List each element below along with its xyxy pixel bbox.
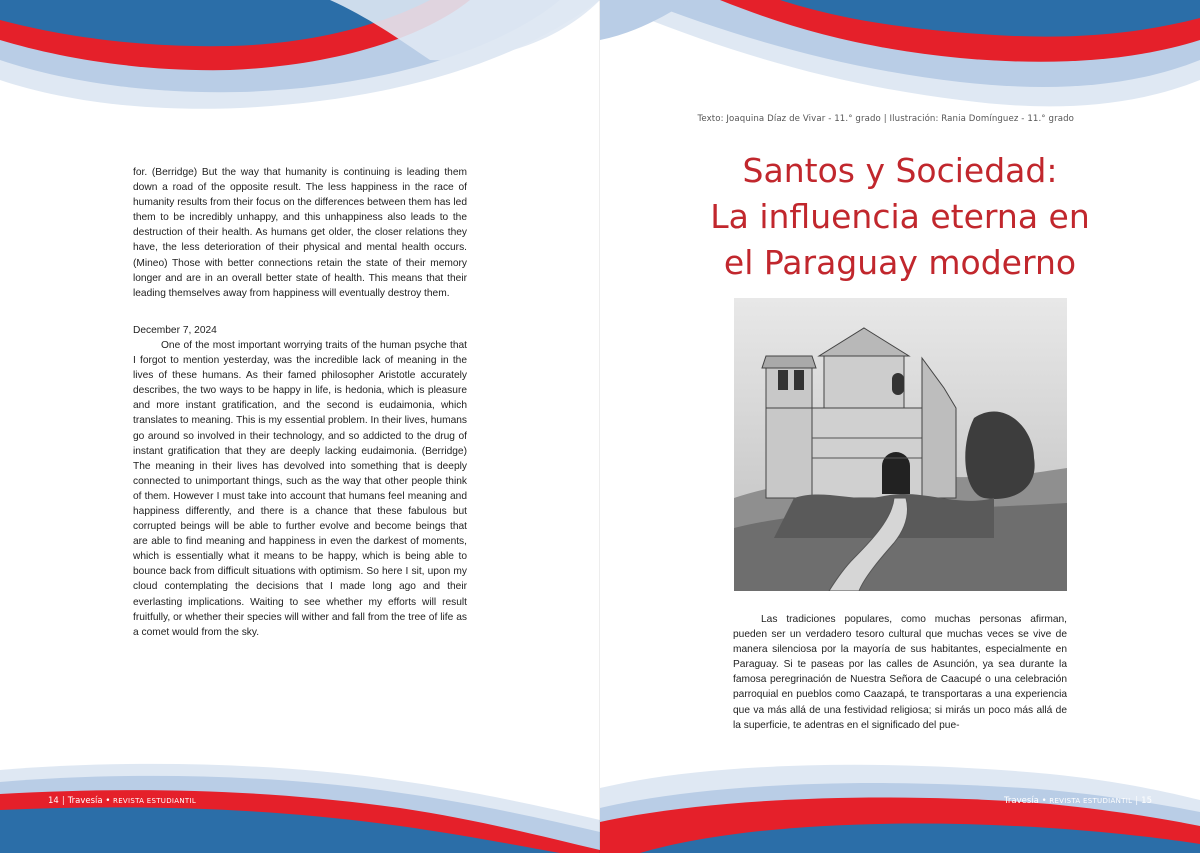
page-gutter [599,0,600,853]
diary-entry-date: December 7, 2024 [133,324,217,336]
magazine-name-right: Travesía [1003,796,1039,806]
footer-bullet-left: • [105,796,111,806]
right-footer: Travesía • REVISTA ESTUDIANTIL | 15 [1003,796,1152,806]
church-illustration [734,298,1067,591]
left-paragraph-2: One of the most important worrying traits of the human psyche that I forgot to mention yesterday, was the incredible lack of meaning in the lives of these humans. As their famed philosopher Aristotle accurately describes, the two ways to be happy in life, is hedonia, which is pleasure and more instant gratification, and the second is eudaimonia, which translates to meaning. This is my essential problem. In their lives, humans go around so involved in their technology, and so addicted to the drug of instant gratification that they are deeply lacking eudaimonia. (Berridge) The meaning in their lives has devolved into something that is deeply connected to unimportant things, such as the way that other people think of them. However I must take into account that humans feel meaning and happiness differently, and there is a chance that these fabulous but corrupted beings will be able to further evolve and become beings that are able to find meaning and happiness in even the darkest of moments, which is essentially what it means to be happy, which is being able to bounce back from difficult situations with optimism. So here I sit, upon my cloud contemplating the decisions that I made long ago and their everlasting implications. Waiting to see whether my efforts will result fruitfully, or whether their species will wither and fall from the tree of life as a comet would from the sky. [133,339,467,638]
right-page-body [733,612,1067,733]
magazine-name-left: Travesía [67,796,103,806]
magazine-subtitle-left: REVISTA ESTUDIANTIL [113,797,197,805]
footer-bullet-right: • [1041,796,1047,806]
top-wave-decoration [0,0,1200,120]
right-paragraph-1: Las tradiciones populares, como muchas personas afirman, pueden ser un verdadero tesoro cultural que muchas veces se vive de manera silenciosa por la mayoría de sus habitantes, especialmente en Paraguay. Si te paseas por las calles de Asunción, ya sea durante la famosa peregrinación de Nuestra Señora de Caacupé o una celebración parroquial en pueblos como Caazapá, te transportaras a una experiencia que va más allá de una festividad religiosa; si mirás un poco más allá de la superficie, te adentras en el significado del pue- [733,614,1067,731]
title-line-1: Santos y Sociedad: [742,151,1058,190]
page-number-left: 14 [48,796,59,806]
magazine-subtitle-right: REVISTA ESTUDIANTIL [1049,797,1133,805]
article-credits: Texto: Joaquina Díaz de Vivar - 11.° grado | Ilustración: Rania Domínguez - 11.° grado [697,114,1074,124]
article-title [690,148,1110,286]
title-line-3: el Paraguay moderno [723,243,1077,282]
left-page-body [133,165,467,640]
church-sketch-image [734,298,1067,591]
page-number-right: 15 [1141,796,1152,806]
title-line-2: La influencia eterna en [710,197,1090,236]
left-footer: 14 | Travesía • REVISTA ESTUDIANTIL [48,796,197,806]
left-paragraph-1: for. (Berridge) But the way that humanity is continuing is leading them down a road of the opposite result. The less happiness in the race of humanity results from their focus on the differences between them has led them to be incredibly unhappy, and this unhappiness also leads to the destruction of their health. As humans get older, the closer relations they have, the less deterioration of their physical and mental health occurs. (Mineo) Those with better connections retain the state of their memory longer and are in an overall better state of health. This means that their leading themselves away from happiness will eventually destroy them. [133,167,467,299]
bottom-wave-decoration [0,760,1200,853]
